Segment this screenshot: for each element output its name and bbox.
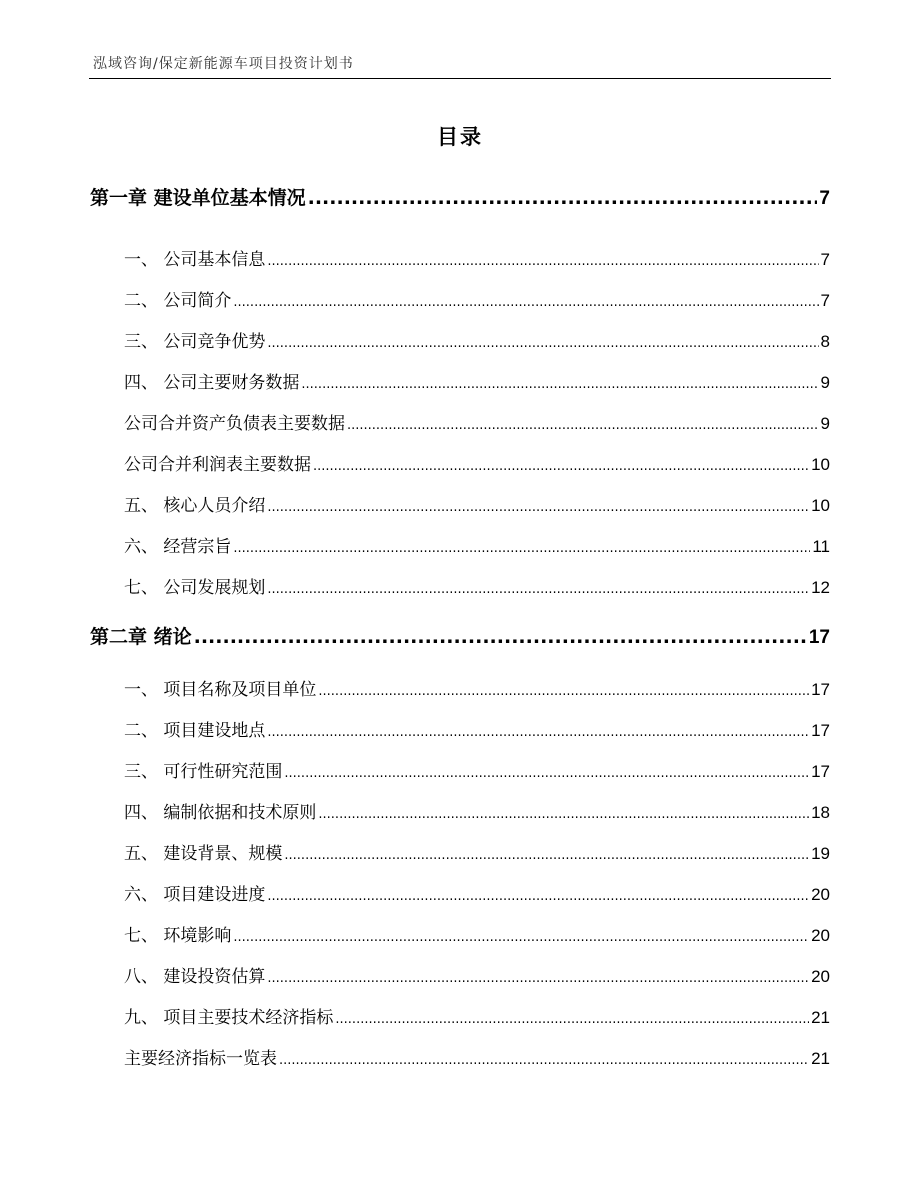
dot-leader (318, 803, 809, 823)
toc-entry-section[interactable] (124, 880, 830, 905)
toc-entry-label: 九、 项目主要技术经济指标 (124, 1008, 334, 1028)
toc-entry-section[interactable] (124, 327, 830, 352)
dot-leader (284, 844, 809, 864)
toc-entry-page: 10 (811, 455, 830, 474)
toc-entry-label: 公司合并资产负债表主要数据 (124, 414, 345, 434)
toc-entry-label: 三、 公司竞争优势 (124, 332, 266, 352)
toc-entry-label: 第一章 建设单位基本情况 (90, 187, 306, 209)
toc-entry-page: 10 (811, 496, 830, 515)
toc-entry-page: 8 (820, 332, 830, 351)
toc-entry-label: 第二章 绪论 (90, 626, 192, 648)
toc-entry-label: 一、 项目名称及项目单位 (124, 680, 317, 700)
dot-leader (233, 291, 818, 311)
toc-entry-section[interactable] (124, 839, 830, 864)
toc-entry-section[interactable] (124, 245, 830, 270)
toc-entry-label: 二、 公司简介 (124, 291, 232, 311)
dot-leader (318, 680, 809, 700)
toc-entry-label: 四、 公司主要财务数据 (124, 373, 300, 393)
toc-entry-page: 21 (811, 1049, 830, 1068)
toc-entry-page: 17 (808, 627, 830, 648)
toc-entry-label: 七、 公司发展规划 (124, 578, 266, 598)
dot-leader (267, 578, 809, 598)
toc-entry-section[interactable] (124, 532, 830, 557)
toc-entry-section[interactable] (124, 409, 830, 434)
toc-entry-label: 六、 经营宗旨 (124, 537, 232, 557)
toc-entry-section[interactable] (124, 675, 830, 700)
toc-entry-label: 三、 可行性研究范围 (124, 762, 283, 782)
toc-entry-section[interactable] (124, 921, 830, 946)
toc-entry-page: 20 (811, 885, 830, 904)
toc-entry-label: 主要经济指标一览表 (124, 1049, 277, 1069)
dot-leader (233, 537, 810, 557)
dot-leader (308, 187, 818, 209)
toc-entry-chapter[interactable] (90, 622, 830, 649)
dot-leader (267, 721, 809, 741)
toc-entry-label: 四、 编制依据和技术原则 (124, 803, 317, 823)
dot-leader (194, 626, 807, 648)
toc-entry-label: 公司合并利润表主要数据 (124, 455, 311, 475)
header-rule (89, 78, 831, 79)
toc-entry-label: 一、 公司基本信息 (124, 250, 266, 270)
toc-entry-label: 八、 建设投资估算 (124, 967, 266, 987)
toc-entry-page: 17 (811, 762, 830, 781)
toc-entry-page: 11 (812, 537, 830, 556)
toc-entry-section[interactable] (124, 962, 830, 987)
toc-entry-section[interactable] (124, 798, 830, 823)
toc-entry-section[interactable] (124, 368, 830, 393)
toc-entry-chapter[interactable] (90, 183, 830, 210)
toc-entry-label: 五、 建设背景、规模 (124, 844, 283, 864)
dot-leader (267, 967, 809, 987)
toc-title: 目录 (437, 125, 483, 149)
dot-leader (233, 926, 809, 946)
toc-entry-section[interactable] (124, 1003, 830, 1028)
dot-leader (267, 332, 818, 352)
toc-entry-page: 20 (811, 967, 830, 986)
toc-entry-section[interactable] (124, 716, 830, 741)
running-header: 泓域咨询/保定新能源车项目投资计划书 (93, 56, 354, 72)
dot-leader (267, 250, 818, 270)
toc-entry-page: 17 (811, 721, 830, 740)
dot-leader (335, 1008, 809, 1028)
dot-leader (267, 885, 809, 905)
toc-entry-page: 9 (820, 414, 830, 433)
dot-leader (267, 496, 809, 516)
toc-entry-page: 7 (820, 250, 830, 269)
dot-leader (313, 455, 809, 475)
toc-entry-label: 七、 环境影响 (124, 926, 232, 946)
toc-entry-label: 五、 核心人员介绍 (124, 496, 266, 516)
toc-entry-page: 18 (811, 803, 830, 822)
toc-entry-page: 20 (811, 926, 830, 945)
toc-entry-section[interactable] (124, 757, 830, 782)
dot-leader (301, 373, 818, 393)
toc-entry-page: 7 (819, 188, 830, 209)
dot-leader (279, 1049, 809, 1069)
dot-leader (284, 762, 809, 782)
toc-entry-page: 17 (811, 680, 830, 699)
toc-entry-page: 9 (820, 373, 830, 392)
toc-entry-section[interactable] (124, 286, 830, 311)
toc-entry-page: 7 (820, 291, 830, 310)
dot-leader (347, 414, 819, 434)
toc-entry-section[interactable] (124, 573, 830, 598)
toc-entry-page: 19 (811, 844, 830, 863)
toc-entry-section[interactable] (124, 491, 830, 516)
toc-entry-label: 二、 项目建设地点 (124, 721, 266, 741)
toc-entry-page: 12 (811, 578, 830, 597)
toc-entry-page: 21 (811, 1008, 830, 1027)
toc-entry-label: 六、 项目建设进度 (124, 885, 266, 905)
toc-entry-section[interactable] (124, 450, 830, 475)
toc-entry-section[interactable] (124, 1044, 830, 1069)
